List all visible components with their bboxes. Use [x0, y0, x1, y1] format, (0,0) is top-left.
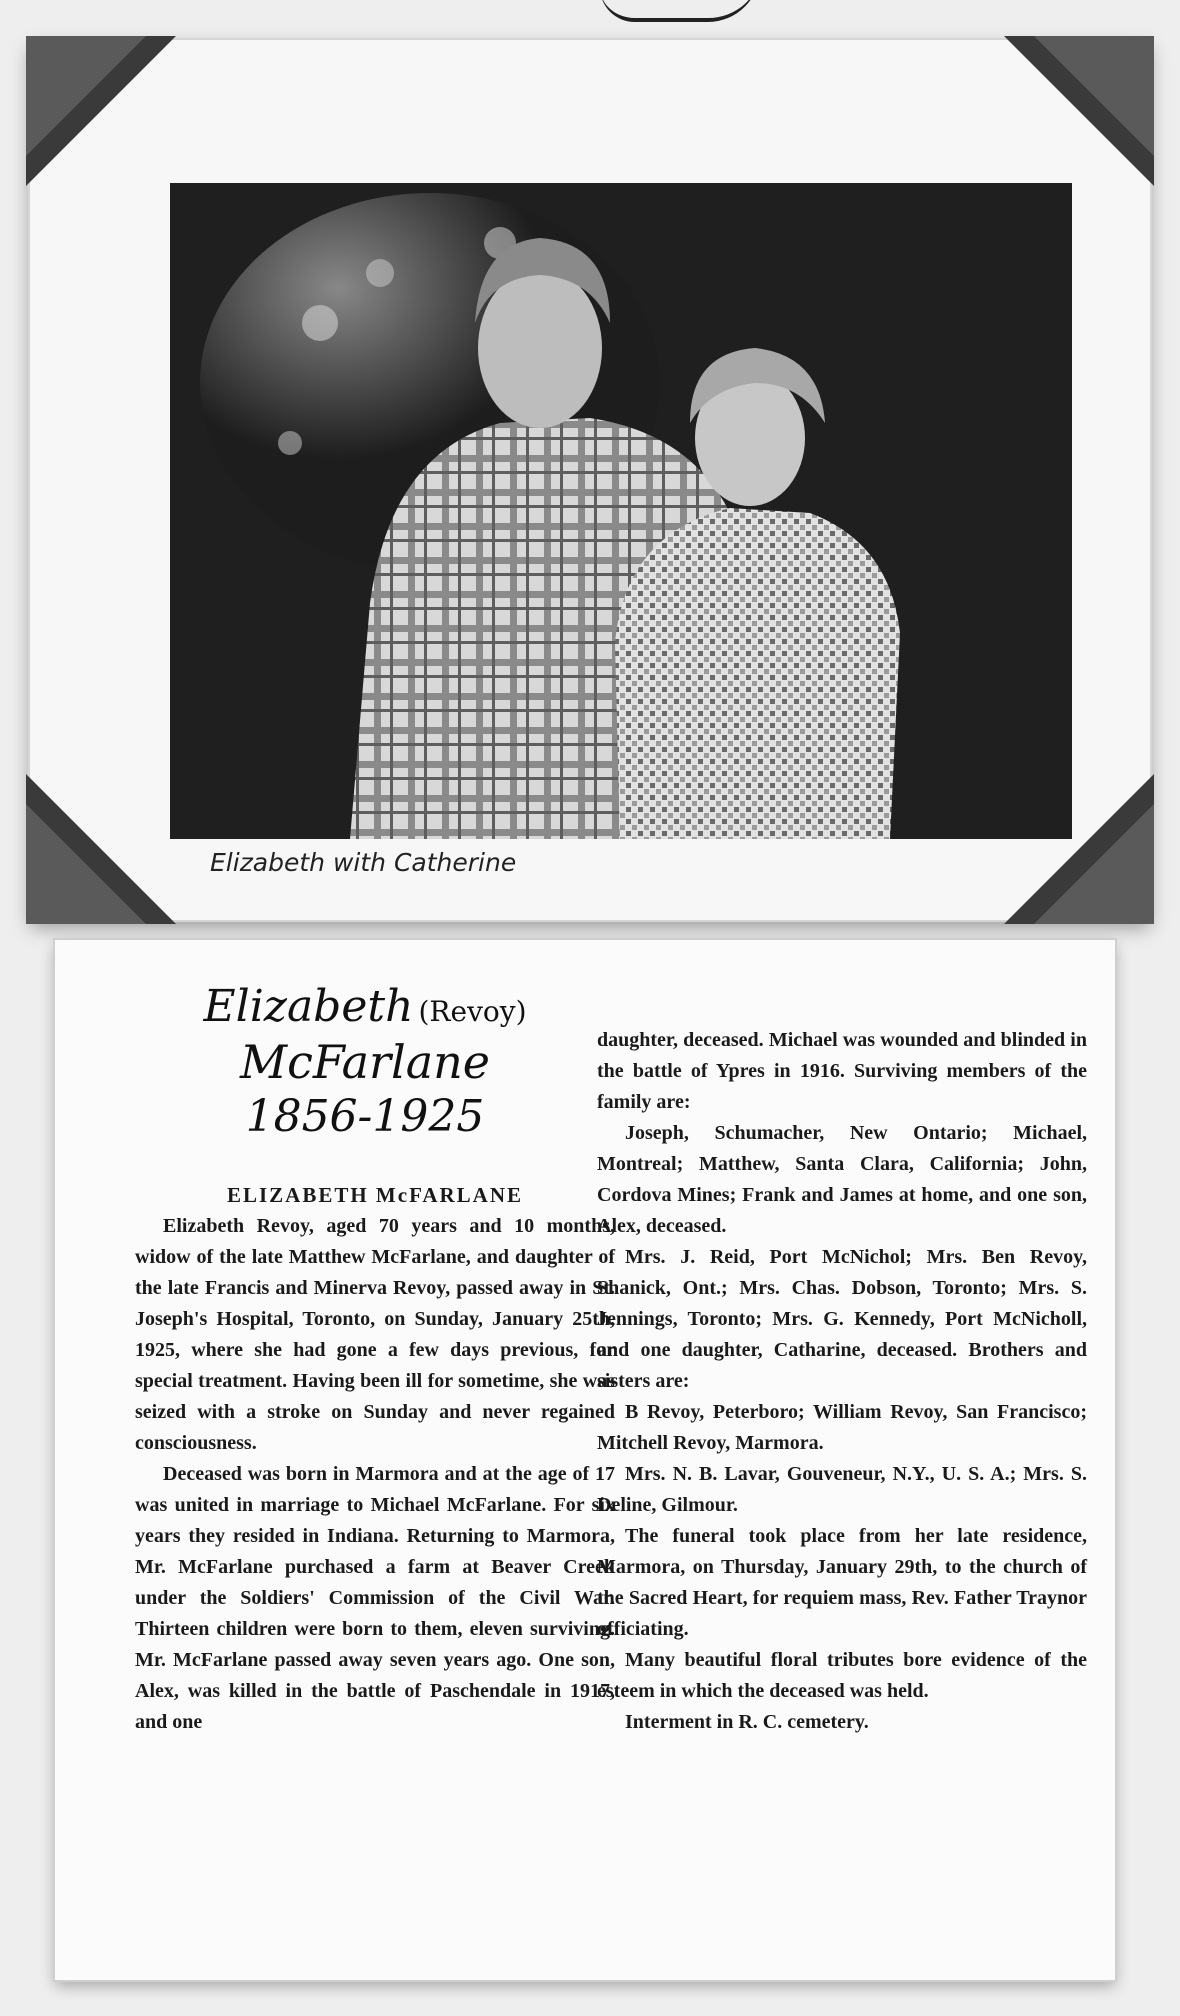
photo-corner-bottom-left — [26, 774, 176, 924]
photo-corner-top-left — [26, 36, 176, 186]
article-headline: ELIZABETH McFARLANE — [226, 1183, 524, 1207]
article-paragraph: Elizabeth Revoy, aged 70 years and 10 months, widow of the late Matthew McFarlane, and daughter of the late Francis and Minerva Revoy, passed away in St. Joseph's Hospital, Toronto, on Sunday, January 25th, 1925, where she had gone a few days previous, for special treatment. Having been ill for sometime, she was seized with a stroke on Sunday and never regained consciousness. — [135, 1215, 615, 1454]
article-paragraph: Interment in R. C. cemetery. — [625, 1711, 869, 1733]
article-column-left — [135, 1180, 615, 1738]
article-paragraph: B Revoy, Peterboro; William Revoy, San Francisco; Mitchell Revoy, Marmora. — [597, 1401, 1087, 1454]
obituary-title — [175, 980, 555, 1144]
article-paragraph: Many beautiful floral tributes bore evidence of the esteem in which the deceased was held. — [597, 1649, 1087, 1702]
title-last-name: McFarlane — [239, 1035, 491, 1089]
photo-caption: Elizabeth with Catherine — [210, 848, 517, 877]
title-first-name: Elizabeth — [203, 981, 414, 1032]
title-years: 1856-1925 — [245, 1091, 485, 1142]
photo-mount — [30, 40, 1150, 920]
title-maiden-name: (Revoy) — [418, 995, 527, 1028]
obituary-article — [55, 940, 1115, 1980]
article-paragraph: Joseph, Schumacher, New Ontario; Michael, Montreal; Matthew, Santa Clara, California; John, Cordova Mines; Frank and James at home, and one son, Alex, deceased. — [597, 1122, 1087, 1237]
article-paragraph: The funeral took place from her late residence, Marmora, on Thursday, January 29th, to the church of the Sacred Heart, for requiem mass, Rev. Father Traynor officiating. — [597, 1525, 1087, 1640]
photo-illustration — [170, 183, 1072, 839]
photo-corner-bottom-right — [1004, 774, 1154, 924]
article-paragraph: daughter, deceased. Michael was wounded and blinded in the battle of Ypres in 1916. Surviving members of the family are: — [597, 1029, 1087, 1113]
article-paragraph: Mrs. J. Reid, Port McNichol; Mrs. Ben Revoy, Shanick, Ont.; Mrs. Chas. Dobson, Toronto; Mrs. S. Jennings, Toronto; Mrs. G. Kennedy, Port McNicholl, and one daughter, Catharine, deceased. Brothers and sisters are: — [597, 1246, 1087, 1392]
article-paragraph: Mrs. N. B. Lavar, Gouveneur, N.Y., U. S. A.; Mrs. S. Deline, Gilmour. — [597, 1463, 1087, 1516]
article-column-right — [597, 1025, 1087, 1738]
photograph — [170, 183, 1072, 839]
photo-corner-top-right — [1004, 36, 1154, 186]
article-paragraph: Deceased was born in Marmora and at the age of 17 was united in marriage to Michael McFarlane. For six years they resided in Indiana. Returning to Marmora, Mr. McFarlane purchased a farm at Beaver Creek under the Soldiers' Commission of the Civil War. Thirteen children were born to them, eleven surviving. Mr. McFarlane passed away seven years ago. One son, Alex, was killed in the battle of Paschendale in 1917, and one — [135, 1463, 615, 1733]
decorative-script-stroke — [600, 0, 760, 22]
